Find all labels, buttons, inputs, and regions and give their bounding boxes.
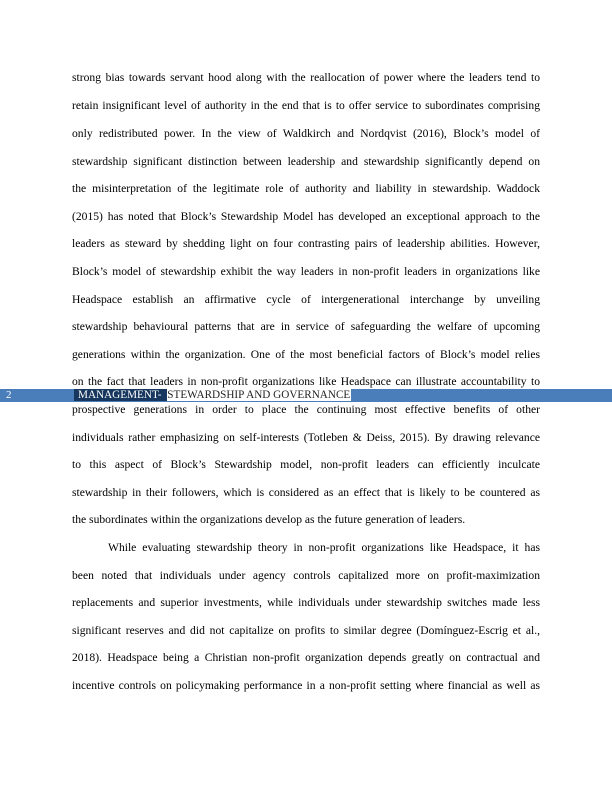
body-text-line: stewardship significant distinction between leadership and stewardship significantly depend on xyxy=(72,155,540,168)
running-head xyxy=(74,389,351,402)
body-text-line: the misinterpretation of the legitimate role of authority and liability in stewardship. Waddock xyxy=(72,182,540,195)
body-text-line: leaders as steward by shedding light on four contrasting pairs of leadership abilities. However, xyxy=(72,237,540,250)
body-text-line: significant reserves and did not capitalize on profits to similar degree (Domínguez-Escrig et al., xyxy=(72,624,540,637)
body-text-line: replacements and superior investments, while individuals under stewardship switches made less xyxy=(72,596,540,609)
body-text-line: only redistributed power. In the view of Waldkirch and Nordqvist (2016), Block’s model of xyxy=(72,127,540,140)
body-text-line: retain insignificant level of authority in the end that is to offer service to subordinates comprising xyxy=(72,99,540,112)
body-text-line: incentive controls on policymaking performance in a non-profit setting where financial as well as xyxy=(72,679,540,692)
body-text-line: generations within the organization. One of the most beneficial factors of Block’s model relies xyxy=(72,348,540,361)
body-text-line: While evaluating stewardship theory in non-profit organizations like Headspace, it has xyxy=(108,541,540,554)
body-text-line: (2015) has noted that Block’s Stewardship Model has developed an exceptional approach to the xyxy=(72,210,540,223)
body-text-line: Block’s model of stewardship exhibit the way leaders in non-profit leaders in organizations like xyxy=(72,265,540,278)
body-text-line: on the fact that leaders in non-profit organizations like Headspace can illustrate accountability to xyxy=(72,375,540,388)
body-text-line: stewardship behavioural patterns that are in service of safeguarding the welfare of upcoming xyxy=(72,320,540,333)
body-text-line: 2018). Headspace being a Christian non-profit organization depends greatly on contractual and xyxy=(72,651,540,664)
running-head-part2: STEWARDSHIP AND GOVERNANCE xyxy=(167,389,351,401)
body-text-line: the subordinates within the organizations develop as the future generation of leaders. xyxy=(72,513,466,526)
body-text-line: prospective generations in order to place the continuing most effective benefits of other xyxy=(72,403,540,416)
body-text-line: to this aspect of Block’s Stewardship model, non-profit leaders can efficiently inculcate xyxy=(72,458,540,471)
body-text-line: strong bias towards servant hood along with the reallocation of power where the leaders tend to xyxy=(72,71,540,84)
page-number: 2 xyxy=(6,389,12,401)
body-text-line: individuals rather emphasizing on self-interests (Totleben & Deiss, 2015). By drawing relevance xyxy=(72,431,540,444)
body-text-line: Headspace establish an affirmative cycle of intergenerational interchange by unveiling xyxy=(72,293,540,306)
body-text-line: been noted that individuals under agency controls capitalized more on profit-maximization xyxy=(72,569,540,582)
body-text-line: stewardship in their followers, which is considered as an effect that is likely to be countered as xyxy=(72,486,540,499)
running-head-part1: MANAGEMENT- xyxy=(74,389,167,401)
